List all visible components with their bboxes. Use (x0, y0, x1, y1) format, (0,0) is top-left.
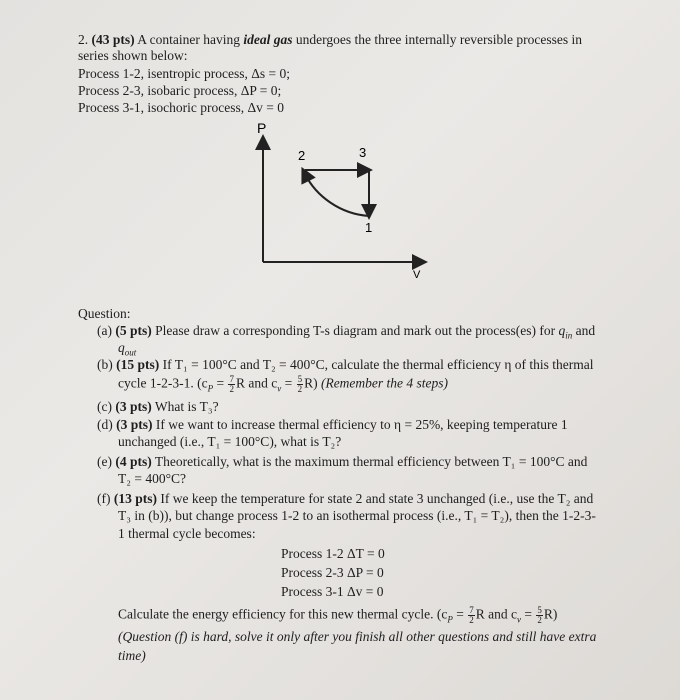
problem-number: 2. (78, 32, 89, 47)
part-c (97, 399, 219, 415)
frac2-den: 2 (537, 615, 542, 625)
part-f-cp-fraction (468, 606, 475, 625)
part-f-cv-fraction (536, 606, 543, 625)
state-3-label: 3 (359, 145, 367, 160)
part-f-cp-sub: P (447, 614, 453, 625)
part-f-cp-pre: Calculate the energy efficiency for this new thermal cycle. (c (118, 606, 448, 622)
part-b-r-and: R and c (235, 375, 278, 391)
part-f-points: (13 pts) (113, 491, 157, 506)
part-b (97, 357, 594, 373)
part-f-line-3: 1 thermal cycle becomes: (118, 526, 256, 541)
part-f-proc1: Process 1-2 ΔT = 0 (281, 546, 385, 561)
part-e-line1: Theoretically, what is the maximum thermal efficiency between T₁ = 100°C and (154, 454, 588, 469)
part-f-proc2: Process 2-3 ΔP = 0 (281, 565, 384, 580)
q-out-subscript: out (124, 347, 137, 358)
process-31-text: Process 3-1, isochoric process, Δv = 0 (78, 100, 285, 115)
part-c-text: What is T₃? (154, 399, 219, 414)
frac2-num: 5 (297, 374, 303, 384)
state-1-label: 1 (365, 220, 373, 235)
q-in-subscript: in (565, 330, 573, 341)
part-d-points: (3 pts) (116, 417, 153, 432)
part-f-line-2: T₃ in (b)), but change process 1-2 to an isothermal process (i.e., T₁ = T₂), then the 1-2-3- (118, 508, 596, 523)
state-2-label: 2 (298, 148, 306, 163)
part-b-cp-pre: cycle 1-2-3-1. (c (118, 375, 208, 391)
part-d (97, 417, 568, 433)
part-b-cv-fraction (297, 375, 304, 394)
frac-num: 7 (229, 374, 234, 384)
part-e-line-2: T₂ = 400°C? (118, 471, 186, 486)
part-b-cv-sub: v (277, 383, 282, 394)
frac2-num: 5 (537, 605, 542, 615)
part-f-eq: = (452, 606, 468, 622)
header-line-2: series shown below: (78, 48, 188, 63)
part-b-line1: If T₁ = 100°C and T₂ = 400°C, calculate the thermal efficiency η of this thermal (162, 357, 594, 372)
frac-den: 2 (229, 384, 234, 394)
part-e-label: (e) (97, 454, 112, 469)
part-f-note-1: (Question (f) is hard, solve it only after you finish all other questions and still have extra (118, 629, 597, 644)
part-f-calc: Calculate the energy efficiency for this new thermal cycle. ($c_P$ = $\frac{7}{2}$ R and $c_v$ = $\frac{5}{2}$ R) (118, 605, 558, 625)
part-b-points: (15 pts) (116, 357, 160, 372)
p-axis-label: P (257, 120, 267, 136)
frac-den: 2 (469, 615, 474, 625)
part-f (97, 491, 593, 507)
part-f-note-2: time) (118, 648, 146, 663)
part-a-points: (5 pts) (115, 323, 152, 338)
process-12-curve (305, 174, 369, 216)
part-b-cp-sub: P (207, 383, 214, 394)
part-d-label: (d) (97, 417, 113, 432)
part-f-cv-sub: v (516, 614, 521, 625)
part-f-label: (f) (97, 491, 111, 506)
header-emphasis: ideal gas (243, 32, 293, 47)
part-f-post: R) (543, 606, 558, 622)
process-12-text: Process 1-2, isentropic process, Δs = 0; (78, 66, 291, 81)
part-e-points: (4 pts) (115, 454, 152, 469)
part-a-label: (a) (97, 323, 112, 338)
part-f-proc3: Process 3-1 Δv = 0 (281, 584, 384, 599)
part-a (97, 323, 595, 344)
part-c-points: (3 pts) (115, 399, 152, 414)
part-a-text: Please draw a corresponding T-s diagram and mark out the process(es) for (155, 323, 556, 338)
part-f-r-and: R and c (475, 606, 517, 622)
part-b-post: R) (304, 375, 318, 391)
part-d-line1: If we want to increase thermal efficiency to η = 25%, keeping temperature 1 (155, 417, 568, 432)
part-b-cp-fraction (228, 375, 235, 394)
header-text-pre: A container having (137, 32, 240, 47)
v-axis-label: V (413, 269, 421, 281)
process-23-text: Process 2-3, isobaric process, ΔP = 0; (78, 83, 282, 98)
frac2-den: 2 (297, 384, 303, 394)
part-b-remember: (Remember the 4 steps) (320, 375, 449, 391)
question-label: Question: (78, 306, 131, 321)
part-c-label: (c) (97, 399, 112, 414)
part-e (97, 454, 587, 470)
q-out-symbol: q (118, 340, 125, 355)
part-d-line-2: unchanged (i.e., T₁ = 100°C), what is T₂? (118, 434, 342, 449)
part-b-label: (b) (97, 357, 113, 372)
part-b-eq: = (213, 375, 228, 391)
part-b-line-2: cycle 1-2-3-1. ($c_P$ = $\frac{7}{2}$ R and $c_v$ = $\frac{5}{2}$ R) (Remember the 4 steps) (118, 374, 449, 394)
q-in-symbol: q (558, 323, 566, 338)
problem-points: (43 pts) (91, 32, 135, 47)
frac-num: 7 (469, 605, 474, 615)
header-text-post: undergoes the three internally reversible processes in (295, 32, 583, 47)
part-f-line1: If we keep the temperature for state 2 and state 3 unchanged (i.e., use the T₂ and (160, 491, 594, 506)
part-a-and: and (575, 323, 596, 338)
